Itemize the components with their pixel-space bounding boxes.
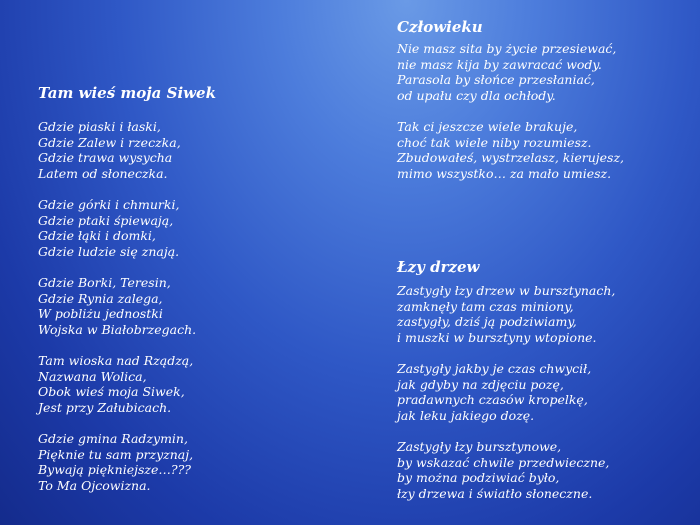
poem-line: od upału czy dla ochłody.	[397, 87, 556, 103]
poem-line: łzy drzewa i światło słoneczne.	[397, 485, 593, 501]
stanza	[397, 41, 624, 103]
stanza	[397, 283, 615, 345]
poem-line: Bywają piękniejsze…???	[38, 462, 191, 477]
poem-line: Parasola by słońce przesłaniać,	[397, 72, 595, 87]
poem-line: zamknęły tam czas miniony,	[397, 298, 574, 314]
poem-title: Tam wieś moja Siwek	[38, 84, 216, 102]
poem-line: Jest przy Załubicach.	[38, 399, 172, 415]
poem-line: pradawnych czasów kropelkę,	[397, 392, 588, 407]
poem-line: nie masz kija by zawracać wody.	[397, 56, 602, 72]
poem-line: Latem od słoneczka.	[38, 165, 168, 181]
poem-line: Zastygły łzy bursztynowe,	[397, 439, 562, 454]
poem-lzy-drzew	[397, 258, 615, 517]
poem-line: To Ma Ojcowizna.	[38, 477, 151, 493]
stanza	[397, 119, 624, 181]
poem-line: W pobliżu jednostki	[38, 306, 163, 321]
poem-line: Zastygły jakby je czas chwycił,	[397, 361, 592, 376]
poem-line: Gdzie Rynia zalega,	[38, 290, 163, 306]
poem-line: Wojska w Białobrzegach.	[38, 321, 197, 337]
poem-title: Łzy drzew	[397, 258, 480, 276]
poem-line: Tak ci jeszcze wiele brakuje,	[397, 119, 578, 134]
poem-line: Gdzie ludzie się znają.	[38, 243, 180, 259]
poem-line: Gdzie Zalew i rzeczka,	[38, 134, 181, 150]
poem-line: Gdzie piaski i łaski,	[38, 119, 161, 134]
poem-line: Gdzie ptaki śpiewają,	[38, 212, 174, 228]
poem-line: Zastygły łzy drzew w bursztynach,	[397, 283, 616, 298]
poem-line: Gdzie łąki i domki,	[38, 228, 156, 243]
stanza	[38, 119, 216, 181]
poem-line: mimo wszystko… za mało umiesz.	[397, 165, 612, 181]
poem-line: by wskazać chwile przedwieczne,	[397, 454, 610, 470]
poem-tam-wies-moja-siwek	[38, 84, 216, 509]
poem-line: jak gdyby na zdjęciu pozę,	[397, 376, 564, 392]
poem-line: jak leku jakiego dozę.	[397, 407, 535, 423]
poem-line: Gdzie Borki, Teresin,	[38, 275, 171, 290]
stanza	[38, 353, 216, 415]
stanza	[38, 275, 216, 337]
poem-line: zastygły, dziś ją podziwiamy,	[397, 314, 577, 329]
poem-title: Człowieku	[397, 18, 483, 36]
poem-line: Obok wieś moja Siwek,	[38, 384, 185, 399]
stanza	[397, 361, 615, 423]
poem-line: Gdzie trawa wysycha	[38, 150, 173, 165]
poem-line: Zbudowałeś, wystrzelasz, kierujesz,	[397, 150, 625, 165]
poem-line: Pięknie tu sam przyznaj,	[38, 446, 194, 462]
poem-line: Nazwana Wolica,	[38, 368, 147, 384]
poem-line: Nie masz sita by życie przesiewać,	[397, 41, 617, 56]
poem-line: i muszki w bursztyny wtopione.	[397, 329, 597, 345]
poem-line: Gdzie gmina Radzymin,	[38, 431, 188, 446]
poem-line: Tam wioska nad Rządzą,	[38, 353, 194, 368]
poem-line: Gdzie górki i chmurki,	[38, 197, 180, 212]
stanza	[38, 431, 216, 493]
poem-czlowieku	[397, 18, 624, 197]
poem-line: by można podziwiać było,	[397, 470, 560, 485]
poem-line: choć tak wiele niby rozumiesz.	[397, 134, 592, 150]
stanza	[397, 439, 615, 501]
stanza	[38, 197, 216, 259]
